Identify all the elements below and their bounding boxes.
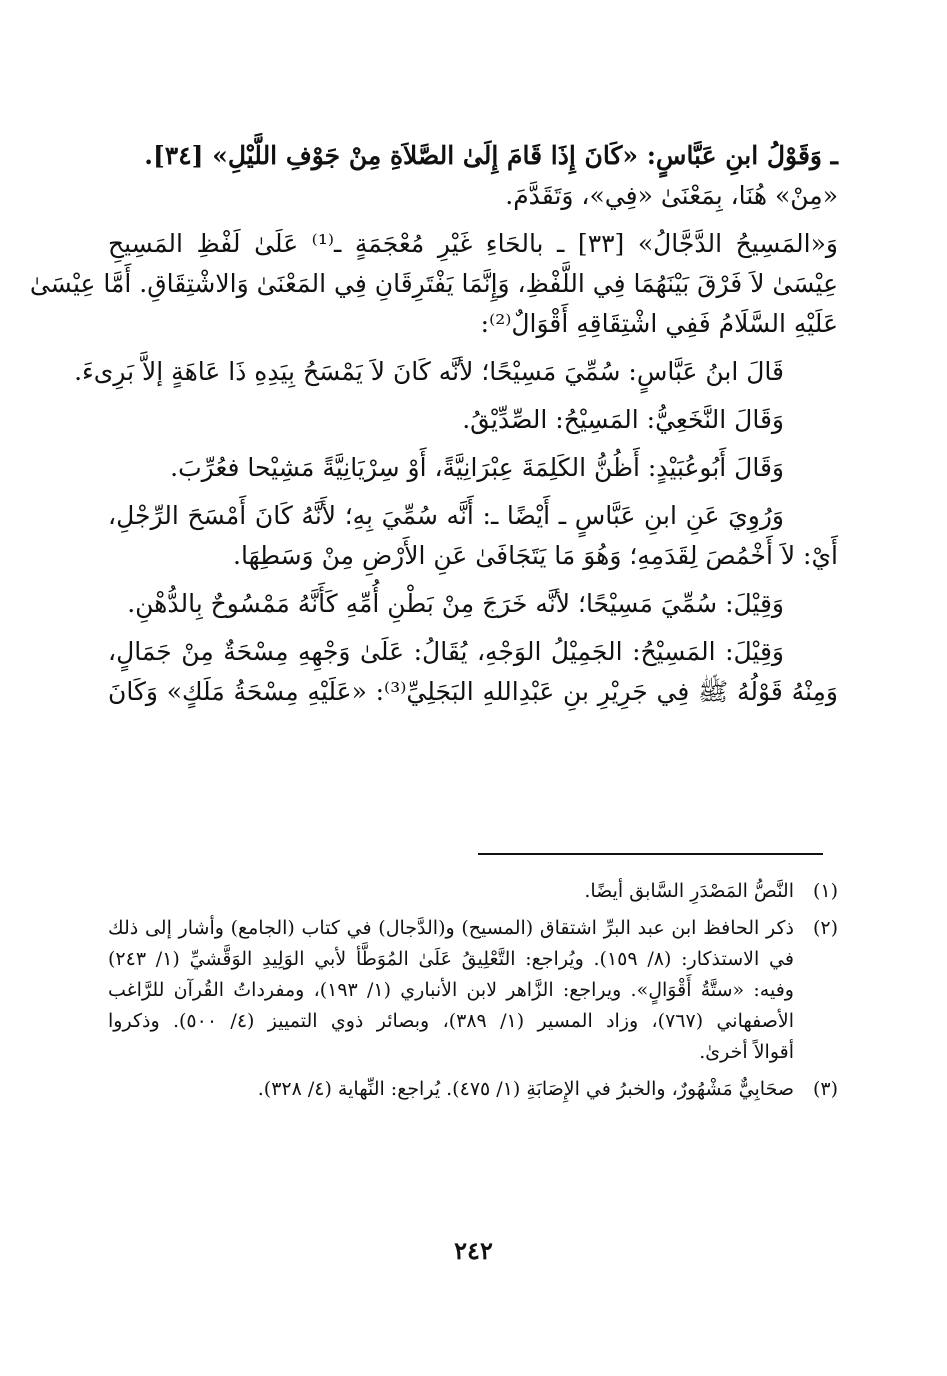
footnote-number: (١) bbox=[812, 880, 838, 902]
page-number: ٢٤٢ bbox=[454, 1236, 493, 1265]
footnote-2 bbox=[108, 913, 838, 1068]
footnote-line: في الاستذكار: (٨/ ١٥٩). ويُراجع: التَّعْلِيقُ عَلَىٰ المُوَطَّأ لأبي الوَلِيدِ الوَقَّشيِّ (١/ ٢٤٣) bbox=[108, 948, 794, 970]
main-line-abu-ubayd-saying: وَقَالَ أَبُوعُبَيْدٍ: أَظُنُّ الكَلِمَةَ عِبْرَانِيَّةً، أَوْ سِرْيَانِيَّةً مَشِيْحا فعُرِّبَ. bbox=[170, 453, 784, 482]
main-line-ibn-abbas-second: وَرُوِيَ عَنِ ابنِ عَبَّاسٍ ـ أَيْضًا ـ: أَنَّه سُمِّيَ بِهِ؛ لأَنَّهُ كَانَ أَمْسَحَ الرِّجْلِ، bbox=[108, 501, 784, 530]
footnote-number: (٣) bbox=[812, 1078, 838, 1100]
footnote-line: الأصفهاني (٧٦٧)، وزاد المسير (١/ ٣٨٩)، وبصائر ذوي التمييز (٤/ ٥٠٠). وذكروا bbox=[108, 1010, 794, 1032]
footnote-line: النَّصُّ المَصْدَرِ السَّابق أيضًا. bbox=[584, 880, 794, 902]
main-line-masih-dajjal: وَ«المَسِيحُ الدَّجَّالُ» [٣٣] ـ بالحَاءِ غَيْرِ مُعْجَمَةٍ ـ⁽¹⁾ عَلَىٰ لَفْظِ المَسِيحِ bbox=[108, 229, 838, 258]
footnotes bbox=[108, 876, 838, 1111]
main-line-jarir-hadith: وَمِنْهُ قَوْلُهُ ﷺ فِي جَرِيْرِ بنِ عَبْدِاللهِ البَجَلِيِّ⁽³⁾: «عَلَيْهِ مِسْحَةُ مَلَكٍ» وَكَانَ bbox=[108, 677, 838, 706]
footnote-line: وفيه: «ستَّةُ أَقْوَالٍ». ويراجع: الزَّاهر لابن الأنباري (١/ ١٩٣)، ومفرداتُ القُرآن للرَّاغب bbox=[108, 979, 794, 1001]
main-line-foot-arch: أَيْ: لاَ أَخْمُصَ لِقَدَمِهِ؛ وَهُوَ مَا يَتَجَافَىٰ عَنِ الأَرْضِ مِنْ وَسَطِهَا. bbox=[233, 541, 838, 570]
footnote-body bbox=[108, 1074, 794, 1105]
main-text bbox=[29, 136, 838, 712]
main-line-derivation-sayings: عَلَيْهِ السَّلَامُ فَفِي اشْتِقَاقِهِ أَقْوَالٌ⁽²⁾: bbox=[480, 309, 838, 338]
footnote-line: أقوالاً أخرىٰ. bbox=[699, 1041, 794, 1063]
footnote-separator bbox=[478, 853, 823, 855]
footnote-3 bbox=[108, 1074, 838, 1105]
main-line-beautiful-face: وَقِيْلَ: المَسِيْحُ: الجَمِيْلُ الوَجْهِ، يُقَالُ: عَلَىٰ وَجْهِهِ مِسْحَةٌ مِنْ جَمَالٍ، bbox=[108, 637, 784, 666]
main-line-no-difference: عِيْسَىٰ لاَ فَرْقَ بَيْنَهُمَا فِي اللَّفْظِ، وَإِنَّمَا يَفْتَرِقَانِ فِي المَعْنَىٰ وَالاشْتِقَاقِ. أَمَّا عِيْسَىٰ bbox=[29, 269, 838, 298]
main-line-hadith-ibn-abbas: ـ وَقَوْلُ ابنِ عَبَّاسٍ: «كَانَ إِذَا قَامَ إِلَىٰ الصَّلاَةِ مِنْ جَوْفِ اللَّيْلِ» [٣٤]. bbox=[144, 141, 838, 170]
footnote-body bbox=[108, 913, 794, 1068]
main-line-min-meaning: «مِنْ» هُنَا، بِمَعْنَىٰ «فِي»، وَتَقَدَّمَ. bbox=[505, 181, 838, 210]
main-line-nakhai-saying: وَقَالَ النَّخَعِيُّ: المَسِيْحُ: الصِّدِّيْقُ. bbox=[462, 405, 784, 434]
footnote-line: صحَابِيٌّ مَشْهُورٌ، والخبرُ في الإِصَابَةِ (١/ ٤٧٥). يُراجع: النِّهاية (٤/ ٣٢٨). bbox=[257, 1078, 794, 1100]
footnote-line: ذكر الحافظ ابن عبد البرِّ اشتقاق (المسيح) و(الدَّجال) في كتاب (الجامع) وأشار إلى ذلك bbox=[108, 917, 794, 939]
footnote-body bbox=[108, 876, 794, 907]
footnote-number: (٢) bbox=[812, 917, 838, 939]
main-line-anointed-oil: وَقِيْلَ: سُمِّيَ مَسِيْحًا؛ لأنَّه خَرَجَ مِنْ بَطْنِ أُمِّهِ كَأَنَّهُ مَمْسُوحٌ بِالدُّهْنِ. bbox=[127, 589, 784, 618]
main-line-ibn-abbas-saying: قَالَ ابنُ عَبَّاسٍ: سُمِّيَ مَسِيْحًا؛ لأنَّه كَانَ لاَ يَمْسَحُ بِيَدِهِ ذَا عَاهَةٍ إلاَّ بَرِىءَ. bbox=[74, 357, 784, 386]
footnote-1 bbox=[108, 876, 838, 907]
